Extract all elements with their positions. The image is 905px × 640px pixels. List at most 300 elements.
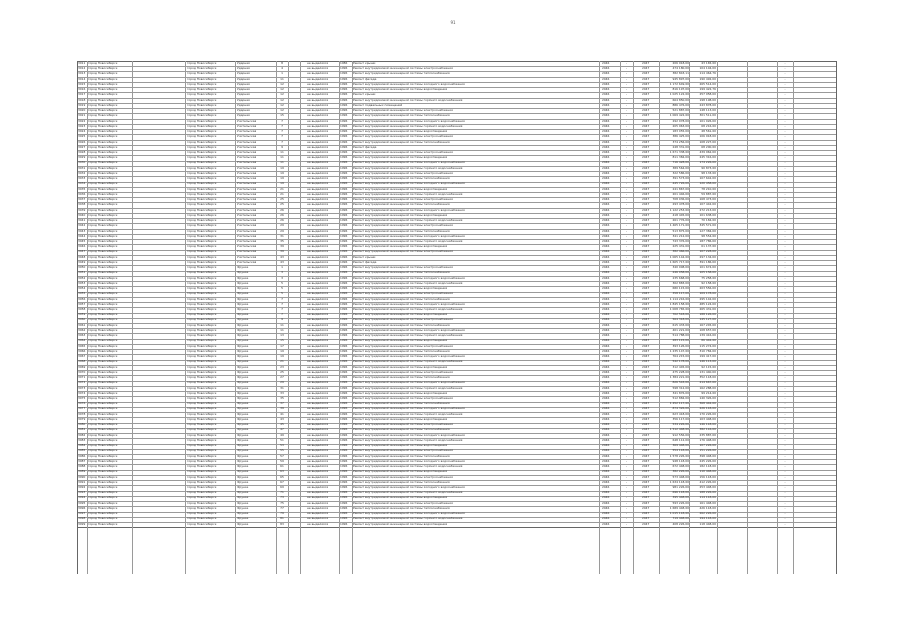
cell-number: 3082 (78, 432, 86, 437)
cell-number: 3049 (78, 259, 86, 264)
cell-year-end: 2047 (642, 505, 650, 510)
cell-region: город Новосибирск (187, 406, 217, 411)
cell-street: Ударная (237, 66, 250, 71)
cell-work-type: Ремонт внутридомовой инженерной системы холодного водоснабжения (353, 233, 465, 238)
cell-note: - (784, 202, 786, 207)
cell-cost-share: 174 226,00 (699, 160, 716, 165)
cell-year-start: 2046 (602, 249, 610, 254)
cell-year-built: 1996 (340, 286, 348, 291)
cell-year-start: 2046 (602, 511, 610, 516)
cell-dash: - (625, 207, 628, 212)
cell-region: город Новосибирск (187, 495, 217, 500)
cell-note: - (784, 437, 786, 442)
cell-cost-share: 170 226,00 (699, 411, 716, 416)
cell-note: - (784, 432, 786, 437)
cell-cost-share: 148 113,00 (699, 108, 716, 113)
cell-note: - (784, 479, 786, 484)
cell-cost-share: 107 642,00 (699, 176, 716, 181)
cell-year-end: 2047 (642, 322, 650, 327)
cell-number: 3065 (78, 343, 86, 348)
cell-city: город Новосибирск (88, 406, 118, 411)
cell-category: не выделялся (307, 500, 329, 505)
cell-work-type: Ремонт внутридомовой инженерной системы электроснабжения (353, 134, 453, 139)
cell-number: 3050 (78, 265, 86, 270)
cell-work-type: Ремонт внутридомовой инженерной системы холодного водоснабжения (353, 160, 465, 165)
cell-city: город Новосибирск (88, 500, 118, 505)
cell-city: город Новосибирск (88, 265, 118, 270)
cell-year-built: 1996 (340, 270, 348, 275)
cell-year-start: 2046 (602, 134, 610, 139)
cell-cost: 382 466,00 (672, 249, 689, 254)
cell-street: Фрунзе (237, 437, 249, 442)
cell-year-end: 2047 (642, 416, 650, 421)
cell-category: не выделялся (307, 81, 329, 86)
cell-note: - (784, 181, 786, 186)
cell-year-start: 2046 (602, 484, 610, 489)
cell-work-type: Ремонт внутридомовой инженерной системы водоотведения (353, 364, 448, 369)
cell-number: 3043 (78, 228, 86, 233)
cell-year-start: 2046 (602, 322, 610, 327)
cell-number: 3055 (78, 291, 86, 296)
cell-street: Учительская (237, 149, 257, 154)
cell-note: - (784, 134, 786, 139)
cell-note: - (784, 516, 786, 521)
cell-region: город Новосибирск (187, 385, 217, 390)
cell-region: город Новосибирск (187, 218, 217, 223)
cell-street: Фрунзе (237, 348, 249, 353)
cell-year-end: 2047 (642, 291, 650, 296)
cell-category: не выделялся (307, 453, 329, 458)
cell-number: 3025 (78, 134, 86, 139)
cell-region: город Новосибирск (187, 207, 217, 212)
cell-work-type: Ремонт внутридомовой инженерной системы теплоснабжения (353, 348, 450, 353)
cell-cost-share: 120 458,00 (699, 181, 716, 186)
cell-city: город Новосибирск (88, 186, 118, 191)
cell-house: 12 (280, 81, 284, 86)
cell-street: Учительская (237, 228, 257, 233)
cell-cost-share: 131 440,00 (699, 369, 716, 374)
cell-note: - (784, 123, 786, 128)
cell-dash: - (625, 113, 628, 118)
cell-region: город Новосибирск (187, 416, 217, 421)
cell-house: 19 (280, 354, 284, 359)
cell-year-built: 1996 (340, 254, 348, 259)
cell-note: - (784, 307, 786, 312)
cell-street: Учительская (237, 134, 257, 139)
cell-work-type: Ремонт внутридомовой инженерной системы электроснабжения (353, 149, 453, 154)
cell-city: город Новосибирск (88, 139, 118, 144)
cell-year-end: 2047 (642, 390, 650, 395)
cell-year-built: 1996 (340, 516, 348, 521)
cell-category: не выделялся (307, 474, 329, 479)
cell-year-start: 2046 (602, 495, 610, 500)
cell-street: Учительская (237, 144, 257, 149)
cell-year-built: 1996 (340, 505, 348, 510)
cell-number: 3098 (78, 516, 86, 521)
cell-dash: - (625, 411, 628, 416)
cell-category: не выделялся (307, 380, 329, 385)
cell-region: город Новосибирск (187, 113, 217, 118)
cell-year-built: 1996 (340, 432, 348, 437)
cell-house: 17 (280, 343, 284, 348)
cell-house: 23 (280, 364, 284, 369)
cell-cost-share: 140 326,00 (699, 396, 716, 400)
cell-year-start: 2046 (602, 364, 610, 369)
cell-year-end: 2047 (642, 307, 650, 312)
cell-year-start: 2046 (602, 186, 610, 191)
cell-cost: 702 518,00 (672, 312, 689, 317)
cell-house: 49 (280, 432, 284, 437)
cell-dash: - (625, 123, 628, 128)
cell-number: 3096 (78, 505, 86, 510)
cell-city: город Новосибирск (88, 453, 118, 458)
cell-house: 15 (280, 113, 284, 118)
cell-house: 35 (280, 396, 284, 400)
cell-year-end: 2047 (642, 333, 650, 338)
cell-year-built: 1996 (340, 275, 348, 280)
cell-number: 3035 (78, 186, 86, 191)
cell-cost-share: 90 873,00 (701, 165, 716, 170)
cell-year-built: 1996 (340, 348, 348, 353)
cell-category: не выделялся (307, 322, 329, 327)
cell-dash: - (625, 275, 628, 280)
cell-house: 57 (280, 453, 284, 458)
cell-year-built: 1996 (340, 280, 348, 285)
cell-year-start: 2046 (602, 123, 610, 128)
cell-house: 63 (280, 469, 284, 474)
cell-number: 3058 (78, 307, 86, 312)
cell-house: 7 (281, 307, 283, 312)
cell-year-start: 2046 (602, 118, 610, 123)
cell-cost: 615 433,00 (672, 322, 689, 327)
cell-cost-share: 151 226,00 (699, 448, 716, 453)
cell-note: - (784, 338, 786, 343)
cell-year-start: 2046 (602, 307, 610, 312)
cell-year-end: 2047 (642, 296, 650, 301)
cell-note: - (784, 464, 786, 469)
cell-year-end: 2047 (642, 317, 650, 322)
cell-number: 3027 (78, 144, 86, 149)
cell-year-start: 2046 (602, 108, 610, 113)
cell-cost-share: 253 448,00 (699, 484, 716, 489)
cell-work-type: Ремонт внутридомовой инженерной системы теплоснабжения (353, 270, 450, 275)
cell-work-type: Ремонт внутридомовой инженерной системы холодного водоснабжения (353, 118, 465, 123)
cell-street: Фрунзе (237, 265, 249, 270)
cell-street: Фрунзе (237, 443, 249, 448)
cell-work-type: Ремонт внутридомовой инженерной системы теплоснабжения (353, 427, 450, 432)
cell-street: Учительская (237, 191, 257, 196)
cell-dash: - (625, 76, 628, 81)
cell-city: город Новосибирск (88, 181, 118, 186)
cell-region: город Новосибирск (187, 270, 217, 275)
cell-house: 5 (281, 286, 283, 291)
cell-year-built: 1996 (340, 322, 348, 327)
cell-number: 3057 (78, 301, 86, 306)
cell-house: 45 (280, 422, 284, 427)
cell-category: не выделялся (307, 139, 329, 144)
cell-year-start: 2046 (602, 238, 610, 243)
cell-city: город Новосибирск (88, 160, 118, 165)
cell-city: город Новосибирск (88, 134, 118, 139)
cell-cost-share: 156 118,00 (699, 474, 716, 479)
cell-dash: - (625, 333, 628, 338)
cell-region: город Новосибирск (187, 259, 217, 264)
cell-street: Фрунзе (237, 427, 249, 432)
cell-category: не выделялся (307, 327, 329, 332)
cell-work-type: Ремонт внутридомовой инженерной системы горячего водоснабжения (353, 165, 463, 170)
cell-category: не выделялся (307, 354, 329, 359)
cell-house: 7 (281, 129, 283, 134)
cell-note: - (784, 422, 786, 427)
cell-category: не выделялся (307, 270, 329, 275)
cell-note: - (784, 375, 786, 380)
cell-cost-share: 245 316,00 (699, 155, 716, 160)
cell-number: 3090 (78, 474, 86, 479)
cell-work-type: Ремонт подвальных помещений (353, 102, 403, 107)
cell-year-end: 2047 (642, 170, 650, 175)
cell-note: - (784, 286, 786, 291)
cell-house: 7 (281, 123, 283, 128)
cell-work-type: Ремонт внутридомовой инженерной системы горячего водоснабжения (353, 191, 463, 196)
cell-house: 11 (280, 160, 284, 165)
cell-cost-share: 310 784,00 (699, 348, 716, 353)
cell-region: город Новосибирск (187, 228, 217, 233)
cell-year-built: 1996 (340, 490, 348, 495)
cell-house: 35 (280, 238, 284, 243)
cell-category: не выделялся (307, 202, 329, 207)
cell-street: Ударная (237, 71, 250, 76)
cell-year-start: 2046 (602, 406, 610, 411)
cell-cost-share: 103 448,00 (699, 416, 716, 421)
cell-year-start: 2046 (602, 102, 610, 107)
cell-year-end: 2047 (642, 411, 650, 416)
cell-category: не выделялся (307, 348, 329, 353)
cell-street: Фрунзе (237, 338, 249, 343)
cell-year-start: 2046 (602, 202, 610, 207)
cell-city: город Новосибирск (88, 238, 118, 243)
cell-region: город Новосибирск (187, 97, 217, 102)
cell-note: - (784, 66, 786, 71)
cell-cost-share: 301 511,00 (699, 113, 716, 118)
cell-street: Фрунзе (237, 422, 249, 427)
cell-year-start: 2046 (602, 113, 610, 118)
cell-cost-share: 92 115,00 (701, 364, 716, 369)
cell-region: город Новосибирск (187, 129, 217, 134)
cell-work-type: Ремонт внутридомовой инженерной системы водоотведения (353, 312, 448, 317)
cell-cost: 1 578 226,00 (669, 453, 689, 458)
cell-year-built: 1996 (340, 338, 348, 343)
cell-year-start: 2046 (602, 160, 610, 165)
cell-cost: 1 689 448,00 (669, 505, 689, 510)
cell-year-built: 1996 (340, 207, 348, 212)
cell-note: - (784, 401, 786, 406)
cell-house: 12 (280, 97, 284, 102)
cell-year-start: 2046 (602, 223, 610, 228)
cell-number: 3011 (78, 61, 86, 65)
cell-number: 3075 (78, 396, 86, 400)
cell-dash: - (625, 102, 628, 107)
cell-note: - (784, 411, 786, 416)
cell-dash: - (625, 118, 628, 123)
cell-street: Фрунзе (237, 364, 249, 369)
cell-house: 19 (280, 181, 284, 186)
cell-note: - (784, 61, 786, 65)
cell-cost-share: 199 422,76 (699, 87, 716, 92)
cell-year-start: 2046 (602, 375, 610, 380)
cell-note: - (784, 87, 786, 92)
cell-work-type: Ремонт внутридомовой инженерной системы водоотведения (353, 186, 448, 191)
cell-dash: - (625, 369, 628, 374)
cell-dash: - (625, 66, 628, 71)
cell-year-built: 1996 (340, 66, 348, 71)
cell-dash: - (625, 238, 628, 243)
cell-house: 29 (280, 380, 284, 385)
cell-year-built: 1996 (340, 191, 348, 196)
cell-note: - (784, 160, 786, 165)
cell-street: Фрунзе (237, 296, 249, 301)
cell-street: Фрунзе (237, 401, 249, 406)
cell-year-built: 1996 (340, 139, 348, 144)
cell-note: - (784, 233, 786, 238)
cell-cost: 248 331,00 (672, 144, 689, 149)
cell-note: - (784, 186, 786, 191)
cell-house: 71 (280, 490, 284, 495)
cell-work-type: Ремонт внутридомовой инженерной системы холодного водоснабжения (353, 181, 465, 186)
cell-number: 3032 (78, 170, 86, 175)
cell-city: город Новосибирск (88, 369, 118, 374)
cell-year-start: 2046 (602, 286, 610, 291)
cell-cost: 340 008,00 (672, 265, 689, 270)
cell-cost: 1 845 158,00 (669, 301, 689, 306)
cell-house: 53 (280, 443, 284, 448)
cell-year-start: 2046 (602, 270, 610, 275)
cell-year-built: 1996 (340, 165, 348, 170)
cell-city: город Новосибирск (88, 81, 118, 86)
cell-number: 3085 (78, 448, 86, 453)
cell-number: 3034 (78, 181, 86, 186)
cell-cost-share: 412 226,00 (699, 479, 716, 484)
cell-city: город Новосибирск (88, 479, 118, 484)
cell-number: 3074 (78, 390, 86, 395)
cell-work-type: Ремонт внутридомовой инженерной системы холодного водоснабжения (353, 458, 465, 463)
cell-region: город Новосибирск (187, 139, 217, 144)
cell-year-end: 2047 (642, 265, 650, 270)
cell-dash: - (625, 265, 628, 270)
cell-note: - (784, 259, 786, 264)
cell-region: город Новосибирск (187, 390, 217, 395)
cell-year-end: 2047 (642, 197, 650, 202)
cell-city: город Новосибирск (88, 92, 118, 97)
cell-work-type: Ремонт внутридомовой инженерной системы водоотведения (353, 495, 448, 500)
cell-year-start: 2046 (602, 218, 610, 223)
cell-cost-share: 99 214,00 (701, 390, 716, 395)
cell-category: не выделялся (307, 244, 329, 249)
cell-city: город Новосибирск (88, 291, 118, 296)
cell-year-end: 2047 (642, 364, 650, 369)
cell-city: город Новосибирск (88, 197, 118, 202)
cell-year-start: 2046 (602, 92, 610, 97)
cell-city: город Новосибирск (88, 505, 118, 510)
cell-street: Учительская (237, 202, 257, 207)
cell-work-type: Ремонт внутридомовой инженерной системы теплоснабжения (353, 505, 450, 510)
cell-number: 3016 (78, 87, 86, 92)
cell-year-end: 2047 (642, 92, 650, 97)
cell-number: 3048 (78, 254, 86, 259)
cell-house: 29 (280, 228, 284, 233)
cell-city: город Новосибирск (88, 301, 118, 306)
cell-dash: - (625, 479, 628, 484)
cell-cost-share: 198 198,00 (699, 97, 716, 102)
cell-cost: 743 376,00 (672, 238, 689, 243)
cell-category: не выделялся (307, 176, 329, 181)
cell-year-built: 1996 (340, 97, 348, 102)
cell-house: 19 (280, 348, 284, 353)
cell-house: 11 (280, 76, 284, 81)
cell-house: 25 (280, 369, 284, 374)
cell-year-built: 1996 (340, 233, 348, 238)
cell-cost-share: 118 448,00 (699, 521, 716, 526)
cell-region: город Новосибирск (187, 66, 217, 71)
cell-city: город Новосибирск (88, 123, 118, 128)
cell-work-type: Ремонт внутридомовой инженерной системы электроснабжения (353, 369, 453, 374)
cell-category: не выделялся (307, 505, 329, 510)
cell-work-type: Ремонт внутридомовой инженерной системы горячего водоснабжения (353, 385, 463, 390)
cell-city: город Новосибирск (88, 270, 118, 275)
cell-year-built: 1996 (340, 385, 348, 390)
cell-number: 3064 (78, 338, 86, 343)
cell-street: Фрунзе (237, 516, 249, 521)
cell-city: город Новосибирск (88, 212, 118, 217)
cell-cost-share: 187 786,00 (699, 238, 716, 243)
cell-cost-share: 243 878,00 (699, 102, 716, 107)
cell-year-built: 1996 (340, 453, 348, 458)
cell-work-type: Ремонт внутридомовой инженерной системы горячего водоснабжения (353, 333, 463, 338)
cell-city: город Новосибирск (88, 118, 118, 123)
cell-city: город Новосибирск (88, 317, 118, 322)
cell-street: Учительская (237, 186, 257, 191)
cell-cost: 408 226,00 (672, 521, 689, 526)
cell-note: - (784, 191, 786, 196)
cell-work-type: Ремонт внутридомовой инженерной системы электроснабжения (353, 396, 453, 400)
cell-category: не выделялся (307, 338, 329, 343)
cell-year-end: 2047 (642, 469, 650, 474)
cell-city: город Новосибирск (88, 307, 118, 312)
cell-category: не выделялся (307, 458, 329, 463)
cell-year-built: 1996 (340, 102, 348, 107)
cell-work-type: Ремонт внутридомовой инженерной системы электроснабжения (353, 223, 453, 228)
cell-dash: - (625, 108, 628, 113)
cell-street: Фрунзе (237, 458, 249, 463)
cell-note: - (784, 396, 786, 400)
cell-year-start: 2046 (602, 291, 610, 296)
cell-city: город Новосибирск (88, 343, 118, 348)
cell-number: 3099 (78, 521, 86, 526)
cell-street: Фрунзе (237, 406, 249, 411)
cell-dash: - (625, 81, 628, 86)
cell-dash: - (625, 406, 628, 411)
cell-number: 3066 (78, 348, 86, 353)
cell-region: город Новосибирск (187, 249, 217, 254)
cell-cost-share: 188 126,00 (699, 312, 716, 317)
cell-cost-share: 146 113,00 (699, 359, 716, 364)
cell-dash: - (625, 181, 628, 186)
cell-street: Учительская (237, 233, 257, 238)
cell-year-start: 2046 (602, 453, 610, 458)
cell-note: - (784, 223, 786, 228)
cell-region: город Новосибирск (187, 511, 217, 516)
cell-house: 11 (280, 149, 284, 154)
cell-year-end: 2047 (642, 155, 650, 160)
